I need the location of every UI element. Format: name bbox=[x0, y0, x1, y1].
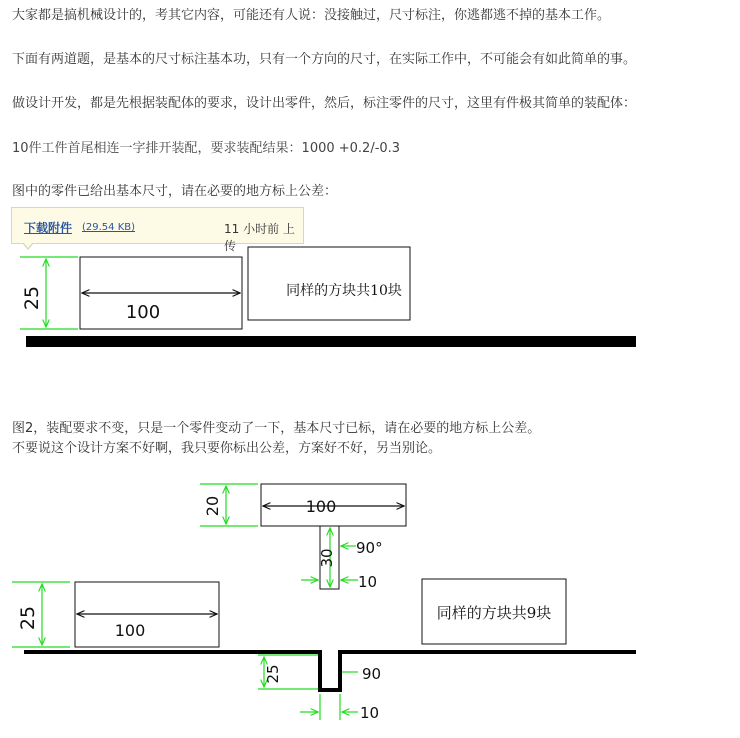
upload-time: 11 小时前 上传 bbox=[224, 222, 295, 253]
figure1-instruction: 图中的零件已给出基本尺寸，请在必要的地方标上公差： bbox=[12, 184, 338, 199]
figure1 bbox=[20, 247, 636, 347]
intro-paragraph: 大家都是搞机械设计的，考其它内容，可能还有人说：没接触过，尺寸标注，你逃都逃不掉的基本工作。 bbox=[12, 8, 611, 23]
fig2-slot-depth-label: 25 bbox=[264, 664, 282, 684]
assembly-requirement: 10件工件首尾相连一字排开装配，要求装配结果：1000 +0.2/-0.3 bbox=[12, 141, 401, 156]
fig2-top-height-label: 20 bbox=[203, 495, 222, 517]
figure2-instruction: 图2，装配要求不变，只是一个零件变动了一下，基本尺寸已标，请在必要的地方标上公差。 bbox=[12, 421, 541, 436]
fig2-stem-angle-label: 90° bbox=[356, 539, 383, 557]
figure2-note: 不要说这个设计方案不好啊，我只要你标出公差，方案好不好，另当别论。 bbox=[12, 441, 442, 456]
fig2-block-height-label: 25 bbox=[17, 605, 39, 631]
fig1-base-bar bbox=[26, 336, 636, 347]
fig2-stem-width-label: 10 bbox=[358, 573, 378, 591]
fig2-base-with-slot bbox=[24, 652, 636, 690]
fig1-height-label: 25 bbox=[21, 285, 43, 311]
fig2-stem-height-label: 30 bbox=[318, 548, 336, 568]
fig2-block-width-label: 100 bbox=[114, 621, 146, 640]
design-paragraph: 做设计开发，都是先根据装配体的要求，设计出零件，然后，标注零件的尺寸，这里有件极其简单的装配体： bbox=[12, 96, 637, 111]
download-attachment-link[interactable]: 下载附件 bbox=[24, 221, 73, 235]
fig1-note-text: 同样的方块共10块 bbox=[286, 283, 402, 299]
figure2 bbox=[12, 484, 636, 722]
fig2-slot-angle-label: 90 bbox=[362, 665, 382, 683]
fig1-width-label: 100 bbox=[125, 302, 161, 323]
fig2-top-width-label: 100 bbox=[305, 497, 337, 516]
fig2-slot-width-label: 10 bbox=[360, 704, 380, 722]
problem-paragraph: 下面有两道题，是基本的尺寸标注基本功，只有一个方向的尺寸，在实际工作中，不可能会有如此简单的事。 bbox=[12, 52, 637, 67]
attachment-size: (29.54 KB) bbox=[82, 222, 136, 233]
fig2-note-text: 同样的方块共9块 bbox=[436, 604, 552, 622]
